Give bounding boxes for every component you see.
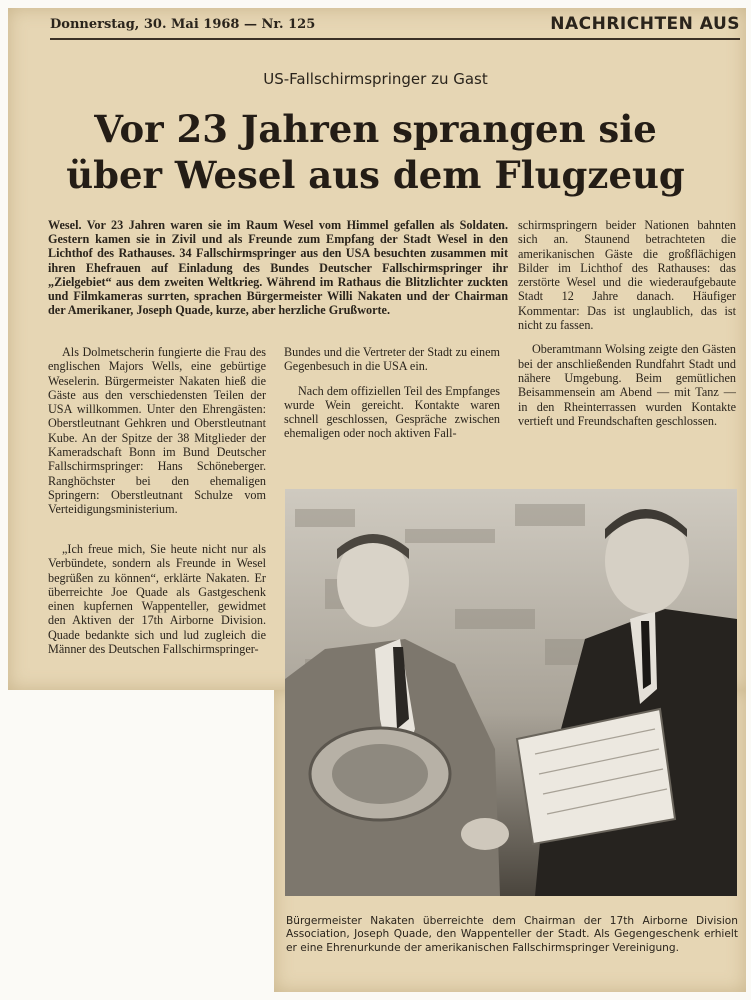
paragraph: Als Dolmetscherin fungierte die Frau des englischen Majors Wells, eine gebürtige Weselerin. Bürgermeister Nakaten hieß die Gäste aus den verschiedensten Teilen der USA willkommen. Unter den Ehrengästen: Oberstleutnant Gehkren und Oberstleutnant Kube. An der Spitze der 38 Mitglieder der Kameradschaft Bonn im Bund Deutscher Fallschirmspringer: Hans Schöneberger. Ranghöchster bei den ehemaligen Springern: Oberstleutnant Schulze vom Verteidigungsministerium. bbox=[48, 345, 266, 517]
article-photo bbox=[285, 489, 737, 896]
headline-line-1: Vor 23 Jahren sprangen sie bbox=[94, 107, 657, 151]
paragraph: „Ich freue mich, Sie heute nicht nur als Verbündete, sondern als Freunde in Wesel begrüßen zu können“, erklärte Nakaten. Er überreichte Joe Quade als Gastgeschenk einen kupfernen Wappenteller, gewidmet den Aktiven der 17th Airborne Division. Quade bedankte sich und lud zugleich die Männer des Deutschen Fallschirmspringer- bbox=[48, 542, 266, 657]
issue-date: Donnerstag, 30. Mai 1968 — Nr. 125 bbox=[50, 17, 316, 32]
headline-line-2: über Wesel aus dem Flugzeug bbox=[66, 153, 685, 197]
article-column-2 bbox=[284, 345, 500, 451]
paragraph: Bundes und die Vertreter der Stadt zu einem Gegenbesuch in die USA ein. bbox=[284, 345, 500, 374]
paragraph: Oberamtmann Wolsing zeigte den Gästen bei der anschließenden Rundfahrt Stadt und nähere Umgebung. Beim gemütlichen Beisammensein am Abend — mit Tanz — in den Rheinterrassen wurden Kontakte vertieft und Freundschaften geschlossen. bbox=[518, 342, 736, 428]
section-title: NACHRICHTEN AUS bbox=[550, 14, 740, 34]
photo-illustration bbox=[285, 489, 737, 896]
paragraph: schirmspringern beider Nationen bahnten sich an. Staunend betrachteten die amerikanischen Gäste die großflächigen Bilder im Lichthof des Rathauses: das zerstörte Wesel und die wiederaufgebaute Stadt 12 Jahre danach. Häufiger Kommentar: Das ist unglaublich, das ist nicht zu fassen. bbox=[518, 218, 736, 333]
copper-plate bbox=[310, 728, 450, 820]
article-column-1 bbox=[48, 345, 266, 527]
page-header bbox=[50, 14, 740, 40]
paragraph: Nach dem offiziellen Teil des Empfanges wurde Wein gereicht. Kontakte waren schnell geschlossen, Gespräche zwischen ehemaligen oder noch aktiven Fall- bbox=[284, 383, 500, 441]
article-headline bbox=[0, 106, 751, 198]
article-column-3 bbox=[518, 218, 736, 438]
article-kicker: US-Fallschirmspringer zu Gast bbox=[263, 70, 488, 88]
photo-caption: Bürgermeister Nakaten überreichte dem Chairman der 17th Airborne Division Association, Joseph Quade, den Wappenteller der Stadt. Als Gegengeschenk erhielt er eine Ehrenurkunde der amerikanischen Fallschirmspringer Vereinigung. bbox=[286, 915, 738, 954]
article-column-1-continued bbox=[48, 542, 266, 666]
article-lead: Wesel. Vor 23 Jahren waren sie im Raum Wesel vom Himmel gefallen als Soldaten. Gestern kamen sie in Zivil und als Freunde zum Empfang der Stadt Wesel in den Lichthof des Rathauses. 34 Fallschirmspringer aus den USA besuchten zusammen mit ihren Ehefrauen auf Einladung des Bundes Deutscher Fallschirmspringer ihr „Zielgebiet“ aus dem zweiten Weltkrieg. Während im Rathaus die Blitzlichter zuckten und Filmkameras surrten, sprachen Bürgermeister Willi Nakaten und der Chairman der Amerikaner, Joseph Quade, kurze, aber herzliche Grußworte. bbox=[48, 218, 508, 318]
